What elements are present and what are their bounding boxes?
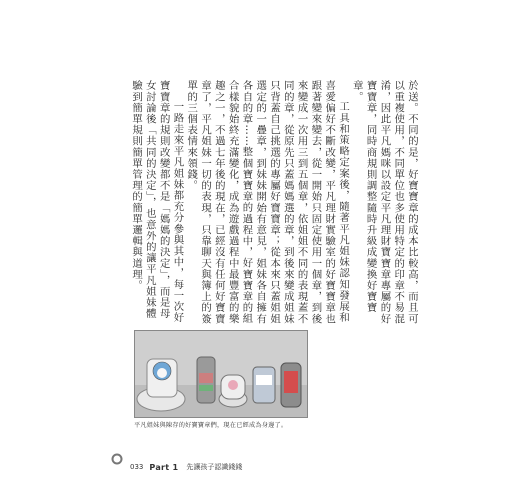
paragraph-3: 一路走來平凡姐妹都充分參與其中，每一次好寶寶章的規則改變都不是「媽媽的決定」，而是母女討論後「共同的決定」，也意外的讓平凡姐妹體驗到簡單規則簡單管理的簡單邏輯與道理。 [130,80,184,323]
page-number: 033 [130,463,144,471]
photo-caption: 平凡姐妹與陳存的好寶寶章們，現在已經成為身邊了。 [134,422,288,429]
body-text [108,80,418,325]
paragraph-1: 於送。不同的是，好寶寶章的成本比較高，而且可以重複使用，不同單位也多使用特定的印章不易混淆，因此平凡媽咪以設定平凡理財寶寶章專屬的好寶寶章，同時商規則調整隨時升級成變換好寶寶章。 [350,80,418,325]
chapter-title: 先讓孩子認識錢錢 [186,463,243,471]
part-label: Part 1 [149,462,179,472]
stamps-illustration [135,331,307,417]
paragraph-2: 工具和策略定案後，隨著平凡姐妹認知發展和喜愛偏好不斷改變，平凡理財實驗室的好寶寶章也跟著變來變去，從一開始只固定使用一個章，到後來變成一次用三到五個章，依姐姐不同的表現蓋不同的章，從原先只蓋媽媽選的章，到後來變成姐妹只背蓋自己挑選的專屬好寶寶章；從本來只蓋姐姐選定的一疊章，到妹妹開始有意見，姐妹各自擁有各自的章⋯⋯整個寶寶章的過程中，好寶寶章的組合樣貌始終充滿變化，成為遊戲過程中最豐富的樂趣之一，不過七年後的現在，已經沒有任何好寶寶章了，平凡姐妹一切的表現，只靠聊天與簿上的簽單的三個表情來領錢。 [185,80,350,325]
page-footer [116,460,242,474]
stamps-photo [134,330,308,418]
